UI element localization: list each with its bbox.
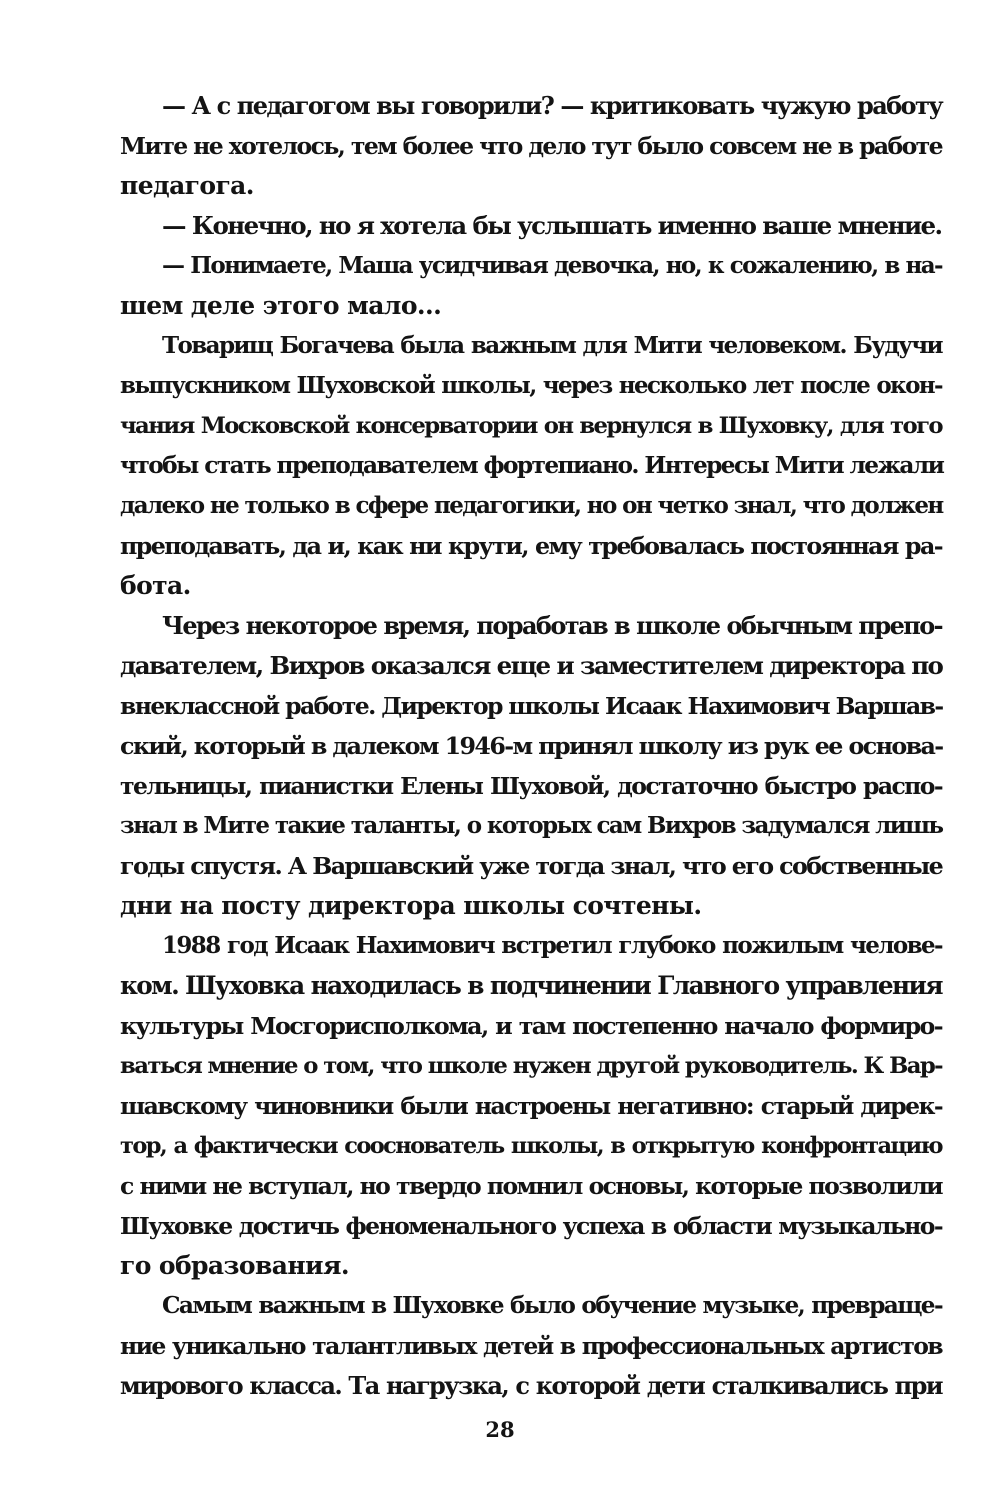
text-line: ние уникально талантливых детей в профессиональных артистов	[120, 1332, 942, 1360]
text-line: Шуховке достичь феноменального успеха в области музыкально-	[120, 1212, 942, 1240]
text-line: — А с педагогом вы говорили? — критиковать чужую работу	[162, 91, 942, 120]
text-line: шавскому чиновники были настроены негативно: старый дирек-	[120, 1092, 942, 1120]
text-line: знал в Мите такие таланты, о которых сам Вихров задумался лишь	[120, 812, 943, 839]
text-line: культуры Мосгорисполкома, и там постепенно начало формиро-	[120, 1012, 942, 1040]
text-line: го образования.	[120, 1251, 349, 1280]
text-line: бота.	[120, 571, 191, 600]
text-line: ваться мнение о том, что школе нужен другой руководитель. К Вар-	[120, 1053, 942, 1079]
text-line: — Понимаете, Маша усидчивая девочка, но, к сожалению, в на-	[162, 252, 942, 279]
text-line: тельницы, пианистки Елены Шуховой, достаточно быстро распо-	[120, 772, 942, 800]
paragraph	[120, 606, 942, 926]
text-line: ком. Шуховка находилась в подчинении Главного управления	[120, 971, 942, 1000]
text-line: внеклассной работе. Директор школы Исаак Нахимович Варшав-	[120, 692, 943, 720]
text-line: Через некоторое время, поработав в школе обычным препо-	[162, 611, 942, 640]
text-line: преподавать, да и, как ни крути, ему требовалась постоянная ра-	[120, 532, 942, 560]
paragraph	[120, 926, 942, 1286]
text-line: мирового класса. Та нагрузка, с которой дети сталкивались при	[120, 1371, 942, 1400]
paragraph	[120, 1286, 942, 1406]
page-number: 28	[485, 1417, 515, 1442]
text-line: с ними не вступал, но твердо помнил основы, которые позволили	[120, 1172, 942, 1200]
text-line: годы спустя. А Варшавский уже тогда знал, что его собственные	[120, 852, 943, 880]
text-line: — Конечно, но я хотела бы услышать именно ваше мнение.	[162, 211, 942, 240]
text-line: шем деле этого мало...	[120, 291, 442, 320]
text-line: чтобы стать преподавателем фортепиано. Интересы Мити лежали	[120, 452, 944, 479]
text-line: Самым важным в Шуховке было обучение музыке, превраще-	[162, 1292, 942, 1319]
text-line: Мите не хотелось, тем более что дело тут было совсем не в работе	[120, 132, 942, 160]
body-text	[120, 86, 942, 1406]
text-line: дни на посту директора школы сочтены.	[120, 891, 702, 920]
paragraph	[120, 206, 942, 246]
text-line: 1988 год Исаак Нахимович встретил глубоко пожилым челове-	[162, 932, 942, 959]
text-line: выпускником Шуховской школы, через несколько лет после окон-	[120, 372, 942, 399]
text-line: тор, а фактически сооснователь школы, в открытую конфронтацию	[120, 1133, 942, 1159]
paragraph	[120, 86, 942, 206]
paragraph	[120, 246, 942, 326]
text-line: чания Московской консерватории он вернулся в Шуховку, для того	[120, 413, 942, 439]
text-line: педагога.	[120, 171, 254, 200]
text-line: Товарищ Богачева была важным для Мити человеком. Будучи	[162, 332, 942, 359]
text-line: ский, который в далеком 1946-м принял школу из рук ее основа-	[120, 732, 943, 760]
text-line: давателем, Вихров оказался еще и заместителем директора по	[120, 651, 943, 680]
text-line: далеко не только в сфере педагогики, но он четко знал, что должен	[120, 492, 943, 519]
paragraph	[120, 326, 942, 606]
